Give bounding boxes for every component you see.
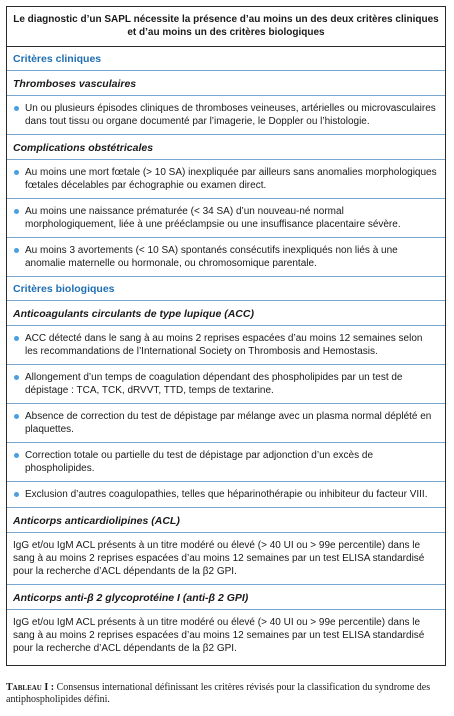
sub-acl-title: Anticorps anticardiolipines (ACL)	[7, 508, 445, 533]
header-line-2: et d’au moins un des critères biologiques	[127, 27, 325, 38]
list-item: Au moins une naissance prématurée (< 34 SA) d’un nouveau-né normal morphologiquement, liée à une prééclampsie ou une insuffisance placentaire sévère.	[7, 199, 445, 238]
bullet-icon	[14, 453, 19, 458]
section-clinical-title: Critères cliniques	[7, 47, 445, 71]
table-header	[7, 7, 445, 47]
bullet-icon	[14, 336, 19, 341]
list-item: Absence de correction du test de dépistage par mélange avec un plasma normal déplété en plaquettes.	[7, 404, 445, 443]
list-item: Exclusion d’autres coagulopathies, telles que héparinothérapie ou inhibiteur du facteur VIII.	[7, 482, 445, 508]
list-item: Correction totale ou partielle du test de dépistage par adjonction d’un excès de phospholipides.	[7, 443, 445, 482]
list-item: Allongement d’un temps de coagulation dépendant des phospholipides par un test de dépistage : TCA, TCK, dRVVT, TTD, temps de textarine.	[7, 365, 445, 404]
list-item: Un ou plusieurs épisodes cliniques de thromboses veineuses, artérielles ou microvasculaires dans tout tissu ou organe documenté par l’imagerie, le Doppler ou l’histologie.	[7, 96, 445, 135]
sub-obstetric-title: Complications obstétricales	[7, 135, 445, 160]
bullet-icon	[14, 170, 19, 175]
acl-text: IgG et/ou IgM ACL présents à un titre modéré ou élevé (> 40 UI ou > 99e percentile) dans le sang à au moins 2 reprises espacées d’au moins 12 semaines par un test ELISA standardisé pour la recherche d’ACL dépendants de la β2 GPI.	[7, 533, 445, 585]
bullet-icon	[14, 414, 19, 419]
bullet-icon	[14, 248, 19, 253]
list-item: ACC détecté dans le sang à au moins 2 reprises espacées d’au moins 12 semaines selon les recommandations de l’International Society on Thrombosis and Hemostasis.	[7, 326, 445, 365]
sub-b2gpi-title: Anticorps anti-β 2 glycoprotéine I (anti-β 2 GPI)	[7, 585, 445, 610]
bullet-icon	[14, 209, 19, 214]
bullet-icon	[14, 106, 19, 111]
header-line-1: Le diagnostic d’un SAPL nécessite la présence d’au moins un des deux critères cliniques	[13, 14, 439, 25]
list-item: Au moins 3 avortements (< 10 SA) spontanés consécutifs inexpliqués non liés à une anomalie maternelle ou hormonale, ou chromosomique parentale.	[7, 238, 445, 277]
b2gpi-text: IgG et/ou IgM ACL présents à un titre modéré ou élevé (> 40 UI ou > 99e percentile) dans le sang à au moins 2 reprises espacées d’au moins 12 semaines par un test ELISA standardisé pour la recherche d’ACL dépendants de la β2 GPI.	[13, 617, 425, 654]
list-item: Au moins une mort fœtale (> 10 SA) inexpliquée par ailleurs sans anomalies morphologiques fœtales décelables par échographie ou examen direct.	[7, 160, 445, 199]
criteria-table	[6, 6, 446, 666]
sub-thromboses-title: Thromboses vasculaires	[7, 71, 445, 96]
caption-text: Consensus international définissant les critères révisés pour la classification du syndrome des antiphospholipides défini.	[6, 682, 431, 705]
table-caption	[6, 682, 446, 706]
bullet-icon	[14, 375, 19, 380]
sub-acc-title: Anticoagulants circulants de type lupique (ACC)	[7, 301, 445, 326]
section-biological-title: Critères biologiques	[7, 277, 445, 301]
bullet-icon	[14, 492, 19, 497]
caption-label: Tableau I :	[6, 682, 55, 693]
